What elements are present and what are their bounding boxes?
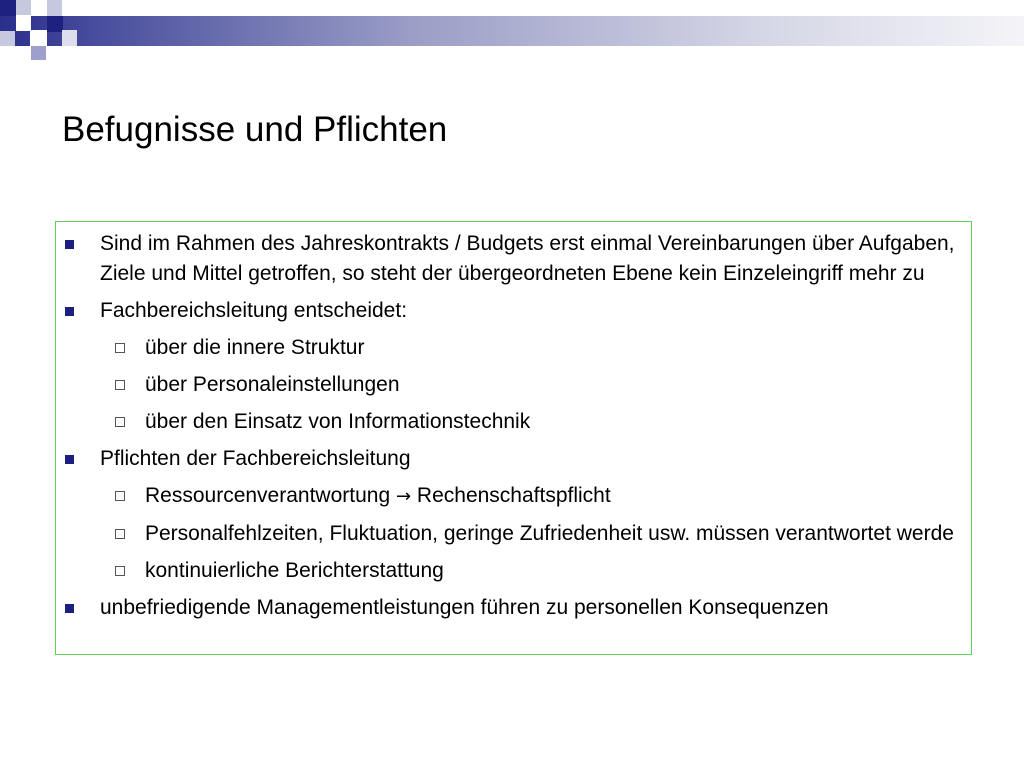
header-square bbox=[0, 0, 16, 16]
header-square bbox=[16, 0, 31, 15]
square-bullet-icon bbox=[65, 307, 74, 316]
list-item-text: Sind im Rahmen des Jahreskontrakts / Budgets erst einmal Vereinbarungen über Aufgaben, Ziele und Mittel getroffen, so steht der übergeordneten Ebene kein Einzeleingriff mehr zu bbox=[100, 232, 955, 285]
sub-list-item bbox=[62, 407, 967, 437]
list-item bbox=[62, 593, 967, 623]
right-arrow-icon: → bbox=[395, 486, 412, 507]
hollow-square-bullet-icon bbox=[115, 529, 125, 539]
list-item bbox=[62, 296, 967, 326]
bullet-list bbox=[62, 229, 967, 630]
hollow-square-bullet-icon bbox=[115, 343, 125, 353]
list-item bbox=[62, 229, 967, 289]
header-square bbox=[47, 0, 63, 16]
sub-list-item-text: Rechenschaftspflicht bbox=[416, 484, 611, 507]
sub-list-item bbox=[62, 370, 967, 400]
slide-title: Befugnisse und Pflichten bbox=[62, 110, 448, 149]
sub-list-item-text: Personalfehlzeiten, Fluktuation, geringe Zufriedenheit usw. müssen verantwortet werde bbox=[145, 522, 954, 545]
sub-list-item-text: über die innere Struktur bbox=[145, 336, 365, 359]
header-gradient-band bbox=[0, 16, 1024, 46]
sub-list-item bbox=[62, 333, 967, 363]
list-item bbox=[62, 444, 967, 474]
square-bullet-icon bbox=[65, 240, 74, 249]
square-bullet-icon bbox=[65, 604, 74, 613]
sub-list-item bbox=[62, 481, 967, 512]
square-bullet-icon bbox=[65, 455, 74, 464]
list-item-text: unbefriedigende Managementleistungen führen zu personellen Konsequenzen bbox=[100, 596, 829, 619]
header-square bbox=[31, 46, 46, 60]
header-square bbox=[62, 30, 77, 46]
sub-list-item bbox=[62, 519, 967, 549]
header-square bbox=[62, 0, 77, 16]
sub-list-item-text: kontinuierliche Berichterstattung bbox=[145, 559, 444, 582]
list-item-text: Pflichten der Fachbereichsleitung bbox=[100, 447, 411, 470]
header-square bbox=[0, 31, 15, 46]
header-square bbox=[30, 30, 47, 46]
hollow-square-bullet-icon bbox=[115, 566, 125, 576]
hollow-square-bullet-icon bbox=[115, 417, 125, 427]
hollow-square-bullet-icon bbox=[115, 380, 125, 390]
list-item-text: Fachbereichsleitung entscheidet: bbox=[100, 299, 408, 322]
sub-list-item-text: Ressourcenverantwortung bbox=[145, 484, 391, 507]
header-square bbox=[47, 16, 63, 32]
sub-list-item-text: über den Einsatz von Informationstechnik bbox=[145, 410, 531, 433]
sub-list-item bbox=[62, 556, 967, 586]
sub-list-item-text: über Personaleinstellungen bbox=[145, 373, 400, 396]
hollow-square-bullet-icon bbox=[115, 491, 125, 501]
header-square bbox=[16, 16, 31, 31]
